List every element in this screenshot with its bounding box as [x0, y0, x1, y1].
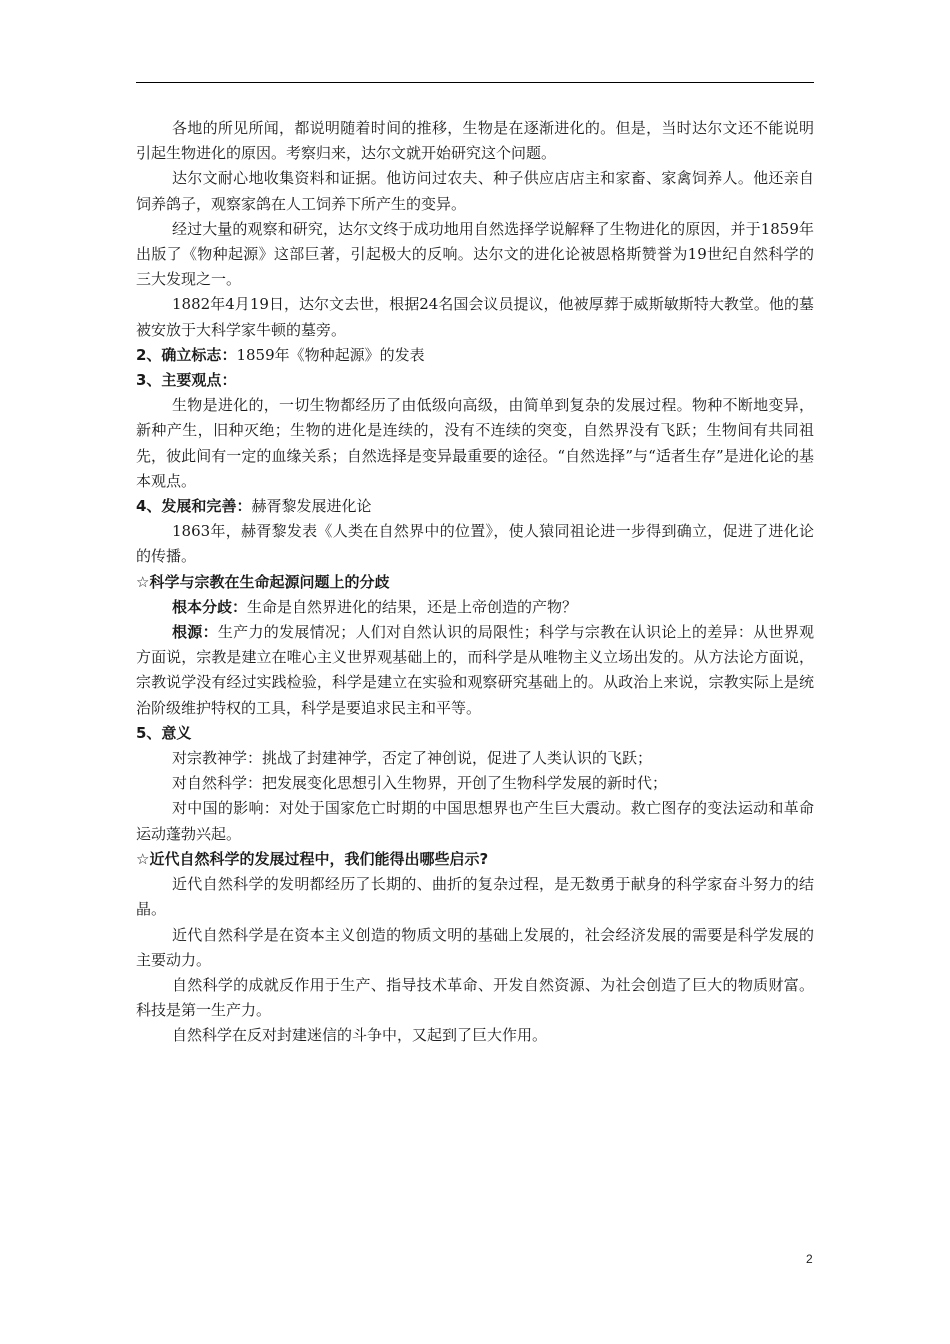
- section-3-text: 生物是进化的，一切生物都经历了由低级向高级，由简单到复杂的发展过程。物种不断地变异，新种产生，旧种灭绝；生物的进化是连续的，没有不连续的突变，自然界没有飞跃；生物间有共同祖先，彼此间有一定的血缘关系；自然选择是变异最重要的途径。“自然选择”与“适者生存”是进化论的基本观点。: [136, 396, 814, 490]
- intro-paragraph-2: 达尔文耐心地收集资料和证据。他访问过农夫、种子供应店店主和家畜、家禽饲养人。他还亲自饲养鸽子，观察家鸽在人工饲养下所产生的变异。: [136, 169, 814, 213]
- document-body: [136, 116, 814, 1049]
- section-2-heading: [136, 343, 814, 368]
- inspiration-paragraph-1: 近代自然科学的发明都经历了长期的、曲折的复杂过程，是无数勇于献身的科学家奋斗努力的结晶。: [136, 875, 814, 919]
- section-5-item-1: 对宗教神学：挑战了封建神学，否定了神创说，促进了人类认识的飞跃；: [172, 749, 653, 768]
- section-5-heading: 5、意义: [136, 723, 192, 742]
- section-4-label: 4、发展和完善：: [136, 497, 252, 516]
- inspiration-paragraph-4: 自然科学在反对封建迷信的斗争中，又起到了巨大作用。: [172, 1026, 548, 1045]
- divergence-source-text: 生产力的发展情况；人们对自然认识的局限性；科学与宗教在认识论上的差异：从世界观方面说，宗教是建立在唯心主义世界观基础上的，而科学是从唯物主义立场出发的。从方法论方面说，宗教说学没有经过实践检验，科学是建立在实验和观察研究基础上的。从政治上来说，宗教实际上是统治阶级维护特权的工具，科学是要追求民主和平等。: [136, 623, 814, 717]
- page-number: 2: [806, 1252, 813, 1266]
- divergence-source-label: 根源：: [172, 623, 218, 642]
- intro-paragraph-1: 各地的所见所闻，都说明随着时间的推移，生物是在逐渐进化的。但是，当时达尔文还不能说明引起生物进化的原因。考察归来，达尔文就开始研究这个问题。: [136, 119, 814, 163]
- inspiration-paragraph-3: 自然科学的成就反作用于生产、指导技术革命、开发自然资源、为社会创造了巨大的物质财富。科技是第一生产力。: [136, 975, 814, 1020]
- intro-paragraph-3: 经过大量的观察和研究，达尔文终于成功地用自然选择学说解释了生物进化的原因，并于1859年出版了《物种起源》这部巨著，引起极大的反响。达尔文的进化论被恩格斯赞誉为19世纪自然科学的三大发现之一。: [136, 219, 814, 289]
- section-2-text: 1859年《物种起源》的发表: [236, 345, 425, 364]
- header-rule: [136, 82, 814, 83]
- section-5-item-3: 对中国的影响：对处于国家危亡时期的中国思想界也产生巨大震动。救亡图存的变法运动和革命运动蓬勃兴起。: [136, 799, 814, 843]
- section-3-heading: 3、主要观点：: [136, 371, 237, 390]
- inspiration-heading: ☆近代自然科学的发展过程中，我们能得出哪些启示?: [136, 849, 489, 868]
- section-2-label: 2、确立标志：: [136, 345, 237, 364]
- section-4-heading: [136, 494, 814, 519]
- section-5-item-2: 对自然科学：把发展变化思想引入生物界，开创了生物科学发展的新时代；: [172, 774, 668, 793]
- divergence-heading: ☆科学与宗教在生命起源问题上的分歧: [136, 572, 390, 591]
- divergence-root-text: 生命是自然界进化的结果，还是上帝创造的产物？: [247, 597, 578, 616]
- divergence-root-label: 根本分歧：: [172, 597, 248, 616]
- divergence-root: [136, 595, 814, 620]
- section-4-heading-text: 赫胥黎发展进化论: [251, 497, 372, 516]
- section-4-text: 1863年，赫胥黎发表《人类在自然界中的位置》，使人猿同祖论进一步得到确立，促进了进化论的传播。: [136, 522, 814, 566]
- inspiration-paragraph-2: 近代自然科学是在资本主义创造的物质文明的基础上发展的，社会经济发展的需要是科学发展的主要动力。: [136, 925, 814, 969]
- divergence-source: [136, 620, 814, 721]
- intro-paragraph-4: 1882年4月19日，达尔文去世，根据24名国会议员提议，他被厚葬于威斯敏斯特大教堂。他的墓被安放于大科学家牛顿的墓旁。: [136, 295, 814, 339]
